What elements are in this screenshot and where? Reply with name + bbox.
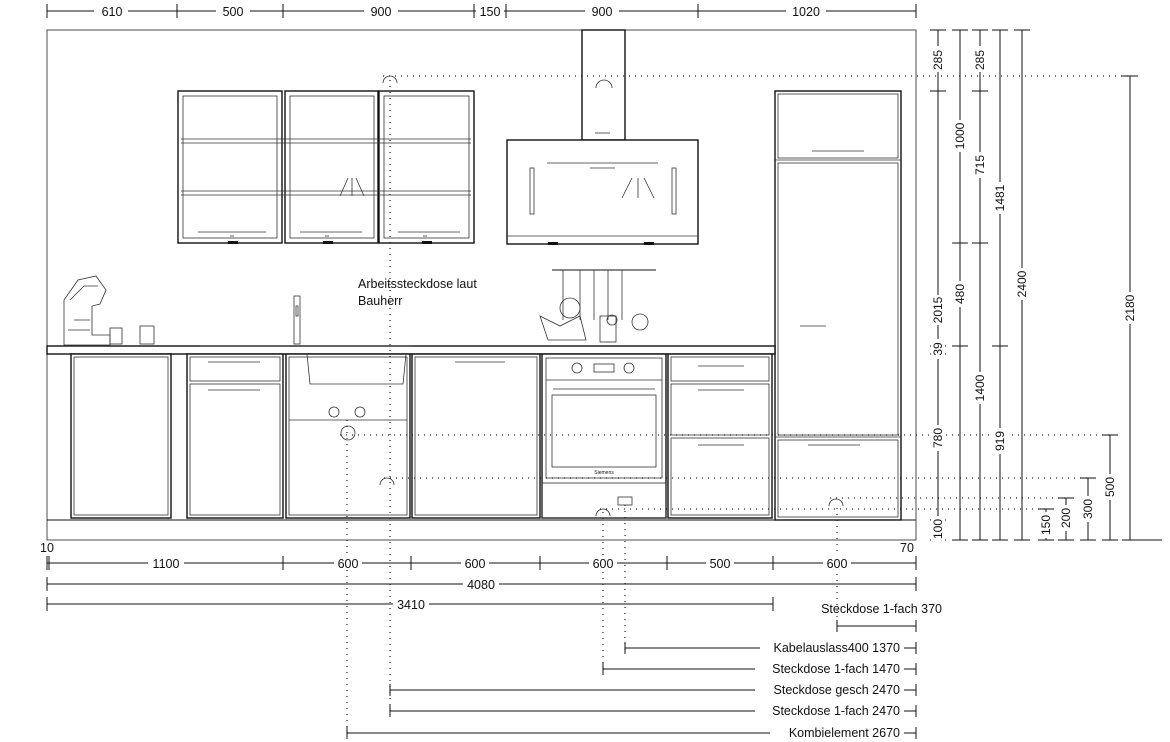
right-dim-label: 150	[1039, 514, 1053, 536]
top-dim-label: 1020	[792, 5, 820, 19]
right-dim-label: 1000	[953, 122, 967, 150]
installation-label: Kabelauslass400 1370	[773, 641, 900, 655]
top-dim-label: 900	[591, 5, 613, 19]
note-line-2: Bauherr	[358, 294, 403, 308]
bottom-dim-label: 1100	[152, 557, 180, 571]
right-dim-label: 1400	[973, 374, 987, 402]
wall-cabinets-left	[178, 91, 474, 244]
bottom-dim-label: 600	[337, 557, 359, 571]
right-dim-label: 200	[1059, 507, 1073, 529]
tall-cabinet	[775, 91, 901, 520]
worktop	[47, 346, 775, 354]
top-dim-label: 500	[222, 5, 244, 19]
note-line-1: Arbeitssteckdose laut	[358, 277, 477, 291]
bottom-dim-label: 600	[464, 557, 486, 571]
installation-label: Steckdose 1-fach 2470	[772, 704, 900, 718]
right-dim-label: 1481	[993, 184, 1007, 212]
top-dimension-chain	[47, 3, 916, 19]
right-dim-label: 919	[993, 430, 1007, 452]
installation-label: Steckdose 1-fach 370	[821, 602, 942, 616]
right-dim-label: 2180	[1123, 294, 1137, 322]
extractor-hood	[507, 30, 698, 245]
right-dim-label: 39	[931, 342, 945, 356]
top-dim-label: 900	[370, 5, 392, 19]
installation-label: Steckdose 1-fach 1470	[772, 662, 900, 676]
bottom-dim-label: 600	[592, 557, 614, 571]
right-dim-label: 300	[1081, 498, 1095, 520]
bottom-dimension-chains	[40, 541, 916, 612]
installation-label: Steckdose gesch 2470	[773, 683, 900, 697]
right-dimension-chains	[930, 30, 1162, 542]
total-width-label: 4080	[467, 578, 495, 592]
socket-symbol	[383, 76, 397, 83]
right-dim-label: 285	[931, 49, 945, 71]
right-dim-label: 480	[953, 283, 967, 305]
bottom-dim-label: 600	[826, 557, 848, 571]
right-dim-label: 285	[973, 49, 987, 71]
right-dim-label: 715	[973, 154, 987, 176]
top-dim-label: 610	[101, 5, 123, 19]
left-gap-label: 10	[40, 541, 54, 555]
installation-label: Kombielement 2670	[788, 726, 900, 740]
right-gap-label: 70	[900, 541, 914, 555]
installation-dimensions	[347, 602, 942, 741]
top-dim-label: 150	[479, 5, 501, 19]
right-dim-label: 780	[931, 427, 945, 449]
right-dim-label: 500	[1103, 476, 1117, 498]
tall-span-label: 3410	[397, 598, 425, 612]
installation-note	[358, 277, 477, 308]
right-dim-label: 2015	[931, 296, 945, 324]
right-dim-label: 100	[931, 518, 945, 540]
oven-brand-label: Siemens	[594, 470, 614, 476]
bottom-dim-label: 500	[709, 557, 731, 571]
right-dim-label: 2400	[1015, 270, 1029, 298]
